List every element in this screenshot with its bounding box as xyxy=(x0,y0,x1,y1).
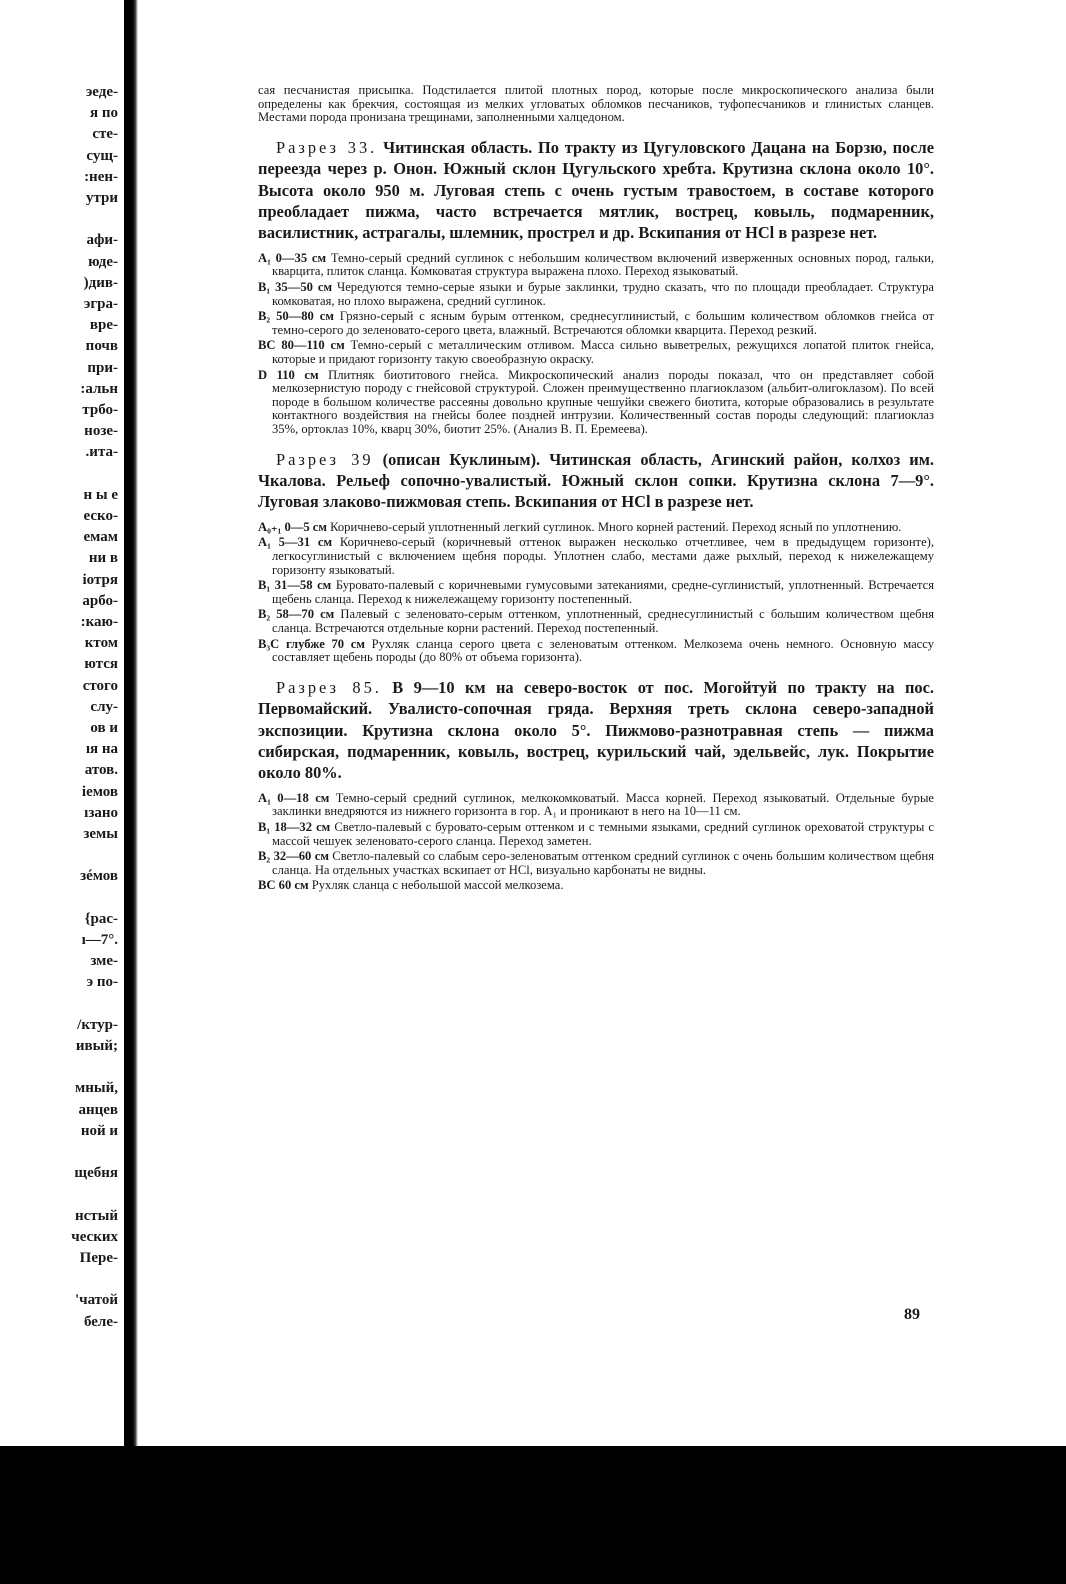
facing-page-word: э по- xyxy=(86,974,118,991)
horizon-label: D 110 см xyxy=(258,367,319,382)
horizon-entry xyxy=(258,608,934,635)
facing-page-word: эгра- xyxy=(83,296,118,312)
horizon-description: Коричнево-серый уплотненный легкий суглинок. Много корней растений. Переход ясный по уплотнению. xyxy=(330,519,902,534)
horizon-description: Плитняк биотитового гнейса. Микроскопический анализ породы показал, что он представляет собой мелкозернистую породу с гнейсовой структурой. Сложен преимущественно плагиоклазом (альбит-олигоклазом). По всей породе в большом количестве рассеяны довольно крупные чешуйки свежего биотита, которые образовались в результате контактного воздействия на гнейсы более поздней интрузии. Количественный состав породы следующий: плагиоклаз 35%, ортоклаз 10%, кварц 30%, биотит 25%. (Анализ В. П. Еремеева). xyxy=(272,367,934,436)
horizon-entry xyxy=(258,536,934,577)
facing-page-word: стого xyxy=(82,677,118,694)
horizon-label: BC 80—110 см xyxy=(258,338,345,353)
facing-page-word: ивый; xyxy=(75,1038,118,1054)
horizon-entry xyxy=(258,521,934,535)
facing-page-word: Пере- xyxy=(79,1250,118,1266)
section-33-horizons xyxy=(258,252,934,437)
horizon-label: A₁ 0—18 см xyxy=(258,790,330,805)
facing-page-word: афи- xyxy=(86,232,118,249)
facing-page-word: беле- xyxy=(83,1313,118,1330)
facing-page-word: ıя на xyxy=(85,741,118,758)
facing-page-word: емам xyxy=(83,529,118,546)
facing-page-word: ни в xyxy=(88,550,118,567)
horizon-entry xyxy=(258,369,934,437)
facing-page-word: эеде- xyxy=(85,84,118,100)
facing-page-word: ов и xyxy=(90,720,118,736)
horizon-description: Темно-серый средний суглинок с небольшим количеством включений изверженных основных пород, гальки, кварцита, плиток сланца. Комковатая структура выражена плохо. Переход языковатый. xyxy=(272,250,934,279)
facing-page-word: слу- xyxy=(90,698,118,715)
horizon-label: B₂ 58—70 см xyxy=(258,607,335,622)
horizon-entry xyxy=(258,310,934,337)
facing-page-word: я по xyxy=(89,105,118,122)
horizon-entry xyxy=(258,638,934,665)
facing-page-word: ктом xyxy=(84,635,118,652)
facing-page-word: iемов xyxy=(81,783,118,800)
facing-page-word: н ы е xyxy=(83,486,118,503)
horizon-label: A₀₊₁ 0—5 см xyxy=(258,519,327,534)
facing-page-word: 'чатой xyxy=(74,1292,118,1309)
facing-page-word: зме- xyxy=(90,953,118,970)
horizon-label: B₂ 50—80 см xyxy=(258,309,334,324)
horizon-description: Темно-серый с металлическим отливом. Масса сильно выветрелых, режущихся лопатой плиток гнейса, которые и придают горизонту такую своеобразную окраску. xyxy=(272,338,934,366)
facing-page-word: сте- xyxy=(92,126,118,143)
section-85-horizons xyxy=(258,792,934,893)
horizon-entry xyxy=(258,879,934,893)
facing-page-word: при- xyxy=(87,359,118,376)
horizon-label: B₁ 35—50 см xyxy=(258,280,333,294)
horizon-entry xyxy=(258,850,934,877)
facing-page-word: еско- xyxy=(83,508,118,524)
facing-page-word: нстый xyxy=(74,1207,118,1224)
facing-page-word: ı—7°. xyxy=(81,932,118,948)
facing-page-word: трбо- xyxy=(82,402,118,418)
facing-page-word: )див- xyxy=(83,274,118,291)
facing-page-word: ются xyxy=(84,656,118,673)
facing-page-word: /ктур- xyxy=(77,1016,118,1033)
facing-page-word: утри xyxy=(85,190,118,206)
section-85-text: В 9—10 км на северо-восток от пос. Могойтуй по тракту на пос. Первомайский. Увалисто-сопочная гряда. Верхняя треть склона северо-западной экспозиции. Крутизна склона около 5°. Пижмово-разнотравная степь — пижма сибирская, подмаренник, ковыль, вострец, курильский чай, эдельвейс, лук. Покрытие около 80%. xyxy=(258,677,934,783)
horizon-label: B₁ 31—58 см xyxy=(258,578,332,593)
horizon-description: Рухляк сланца с небольшой массой мелкозема. xyxy=(311,878,564,893)
horizon-entry xyxy=(258,579,934,606)
horizon-description: Светло-палевый с буровато-серым оттенком и с темными языками, средний суглинок ореховатой структуры с массой чешуек зеленовато-серого сланца. Переход заметен. xyxy=(272,819,935,848)
horizon-description: Светло-палевый со слабым серо-зеленоватым оттенком средний суглинок с очень большим количеством щебня сланца. На отдельных участках вскипает от HCl, визуально карбонаты не видны. xyxy=(272,849,934,877)
facing-page-word: ной и xyxy=(80,1122,118,1139)
facing-page-word: :каю- xyxy=(80,614,118,630)
horizon-entry xyxy=(258,821,934,848)
horizon-description: Буровато-палевый с коричневыми гумусовыми затеканиями, средне-суглинистый, уплотненный. Встречается щебень сланца. Переход к нижележащему горизонту постепенный. xyxy=(272,578,935,606)
section-85-label: Разрез 85. xyxy=(276,677,382,697)
facing-page-word: юде- xyxy=(88,253,118,270)
horizon-entry xyxy=(258,792,934,819)
section-33-label: Разрез 33. xyxy=(276,137,378,157)
section-33-text: Читинская область. По тракту из Цугуловского Дацана на Борзю, после переезда через р. Онон. Южный склон Цугульского хребта. Крутизна склона около 10°. Высота около 950 м. Луговая степь с очень густым травостоем, в составе которого преобладает пижма, часто встречается мятлик, вострец, ковыль, подмаренник, василистник, астрагалы, шлемник, прострел и др. Вскипания от HCl в разрезе нет. xyxy=(258,137,934,243)
section-85-heading xyxy=(258,677,934,784)
facing-page-word: арбо- xyxy=(82,592,118,609)
facing-page-word: {рас- xyxy=(84,910,118,927)
facing-page-word: сущ- xyxy=(86,147,118,164)
horizon-label: A₁ 0—35 см xyxy=(258,250,327,265)
facing-page-word: нозе- xyxy=(84,423,118,440)
horizon-description: Палевый с зеленовато-серым оттенком, уплотненный, среднесуглинистый с большим количеством щебня сланца. Встречаются отдельные корни растений. Переход постепенный. xyxy=(272,607,935,635)
horizon-description: Рухляк сланца серого цвета с зеленоватым оттенком. Мелкозема очень немного. Основную массу составляет щебень породы (до 80% от объема горизонта). xyxy=(272,636,934,665)
intro-paragraph: сая песчанистая присыпка. Подстилается плитой плотных пород, которые после микроскопического анализа были определены как брекчия, состоящая из мелких угловатых обломков песчаников, туфопесчаников и глинистых сланцев. Местами порода пронизана трещинами, заполненными халцедоном. xyxy=(258,83,934,125)
horizon-label: B₁ 18—32 см xyxy=(258,819,331,834)
facing-page-word: мный, xyxy=(75,1080,118,1097)
facing-page-word: анцев xyxy=(78,1101,118,1118)
horizon-description: Темно-серый средний суглинок, мелкокомковатый. Масса корней. Переход языковатый. Отдельные бурые заклинки внедряются из нижнего горизонта в гор. A₁ и проникают в него на 10—11 см. xyxy=(272,790,934,819)
facing-page-word: ıзано xyxy=(84,804,118,821)
binding-shadow xyxy=(124,0,138,1584)
facing-page-word: земы xyxy=(83,826,118,842)
section-33-heading xyxy=(258,137,934,244)
facing-page-word: :альн xyxy=(80,380,118,397)
facing-page-fragment xyxy=(0,0,124,1584)
facing-page-word: .ита- xyxy=(85,444,118,461)
page-body xyxy=(258,84,934,895)
page-number: 89 xyxy=(904,1306,920,1323)
facing-page-word: атов. xyxy=(84,762,118,779)
horizon-description: Коричнево-серый (коричневый оттенок выражен несколько отчетливее, чем в предыдущем горизонте), легкосуглинистый с включением щебня породы. Уплотнен слабо, местами даже рыхлый, переход к нижележащему горизонту языковатый. xyxy=(272,535,934,577)
facing-page-word: щебня xyxy=(74,1165,118,1182)
scan-border-bottom xyxy=(0,1446,1066,1584)
facing-page-word: зéмов xyxy=(80,868,118,885)
section-39-horizons xyxy=(258,521,934,665)
section-39-text: (описан Куклиным). Читинская область, Агинский район, колхоз им. Чкалова. Рельеф сопочно-увалистый. Южный склон сопки. Крутизна склона 7—9°. Луговая злаково-пижмовая степь. Вскипания от HCl в разрезе нет. xyxy=(258,449,934,512)
horizon-description: Грязно-серый с ясным бурым оттенком, среднесуглинистый, с большим количеством обломков гнейса от темно-серого до зеленовато-серого цвета, влажный. Встречаются обломки кварцита. Переход резкий. xyxy=(272,309,934,337)
horizon-label: BC 60 см xyxy=(258,878,309,893)
facing-page-word: iотря xyxy=(82,571,118,588)
horizon-entry xyxy=(258,252,934,279)
section-39-label: Разрез 39 xyxy=(276,449,374,469)
horizon-entry xyxy=(258,339,934,366)
facing-page-word: почв xyxy=(85,338,118,355)
facing-page-word: ческих xyxy=(71,1228,118,1245)
facing-page-word: :нен- xyxy=(84,168,118,185)
horizon-label: A₁ 5—31 см xyxy=(258,535,333,550)
section-39-heading xyxy=(258,449,934,513)
horizon-label: B₂ 32—60 см xyxy=(258,849,329,864)
horizon-description: Чередуются темно-серые языки и бурые заклинки, трудно сказать, что по площади преобладает. Структура комковатая, но плохо выражена, средний суглинок. xyxy=(272,280,935,308)
facing-page-word: вре- xyxy=(89,317,118,334)
horizon-entry xyxy=(258,281,934,308)
horizon-label: B₃C глубже 70 см xyxy=(258,636,365,651)
